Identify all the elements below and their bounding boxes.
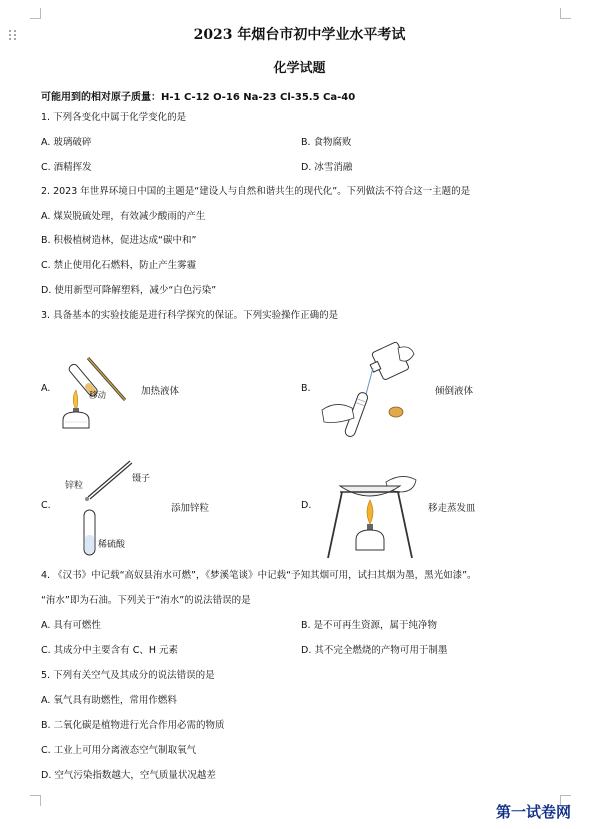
question-3-option-b-caption: 倾倒液体 [435,386,474,397]
question-3-option-d-letter: D. [301,500,312,511]
question-3-option-c-caption: 添加锌粒 [171,503,210,514]
site-watermark: 第一试卷网 [496,803,572,821]
question-1-option-d: D. 冰雪消融 [301,162,353,173]
pouring-liquid-illustration [318,338,418,448]
question-4-option-a: A. 具有可燃性 [41,620,101,631]
question-5-option-b: B. 二氧化碳是植物进行光合作用必需的物质 [41,720,225,731]
page-title: 2023 年烟台市初中学业水平考试 [193,27,406,43]
question-5-option-c: C. 工业上可用分离液态空气制取氧气 [41,745,197,756]
question-1-option-b: B. 食物腐败 [301,137,352,148]
question-5-option-a: A. 氧气具有助燃性，常用作燃料 [41,695,177,706]
page-corner-mark [30,795,41,806]
question-2-stem: 2. 2023 年世界环境日中国的主题是“建设人与自然和谐共生的现代化”。下列做法不符合这一主题的是 [41,186,471,197]
question-2-option-c: C. 禁止使用化石燃料，防止产生雾霾 [41,260,197,271]
question-2-option-d: D. 使用新型可降解塑料，减少“白色污染” [41,285,217,296]
question-2-option-a: A. 煤炭脱硫处理，有效减少酸雨的产生 [41,211,206,222]
moving-evaporating-dish-illustration [320,462,420,562]
question-1-stem: 1. 下列各变化中属于化学变化的是 [41,112,187,123]
question-3-option-a-letter: A. [41,383,51,394]
question-3-option-b-letter: B. [301,383,311,394]
question-4-stem-line-1: 4. 《汉书》中记载“高奴县洧水可燃”，《梦溪笔谈》中记载“予知其烟可用，试扫其烟为墨，黑光如漆”。 [41,570,477,581]
question-5-option-d: D. 空气污染指数越大，空气质量状况越差 [41,770,216,781]
zinc-granule-label: 锌粒 [65,481,84,491]
atomic-mass-line: 可能用到的相对原子质量：H-1 C-12 O-16 Na-23 Cl-35.5 Ca-40 [41,92,356,103]
page-corner-mark [560,8,571,19]
question-4-option-c: C. 其成分中主要含有 C、H 元素 [41,645,178,656]
question-1-option-a: A. 玻璃破碎 [41,137,92,148]
move-label: 移动 [89,391,107,401]
page-subtitle: 化学试题 [273,61,326,76]
question-3-option-d-caption: 移走蒸发皿 [428,503,476,514]
tweezers-label: 镊子 [132,474,151,484]
question-3-option-a-caption: 加热液体 [141,386,180,397]
question-1-option-c: C. 酒精挥发 [41,162,92,173]
question-4-stem-line-2: “洧水”即为石油。下列关于“洧水”的说法错误的是 [41,595,251,606]
page-corner-mark [30,8,41,19]
question-3-stem: 3. 具备基本的实验技能是进行科学探究的保证。下列实验操作正确的是 [41,310,339,321]
question-4-option-d: D. 其不完全燃烧的产物可用于制墨 [301,645,448,656]
question-2-option-b: B. 积极植树造林，促进达成“碳中和” [41,235,197,246]
dilute-sulfuric-acid-label: 稀硫酸 [98,540,126,550]
question-5-stem: 5. 下列有关空气及其成分的说法错误的是 [41,670,215,681]
question-4-option-b: B. 是不可再生资源，属于纯净物 [301,620,438,631]
question-3-option-c-letter: C. [41,500,51,511]
